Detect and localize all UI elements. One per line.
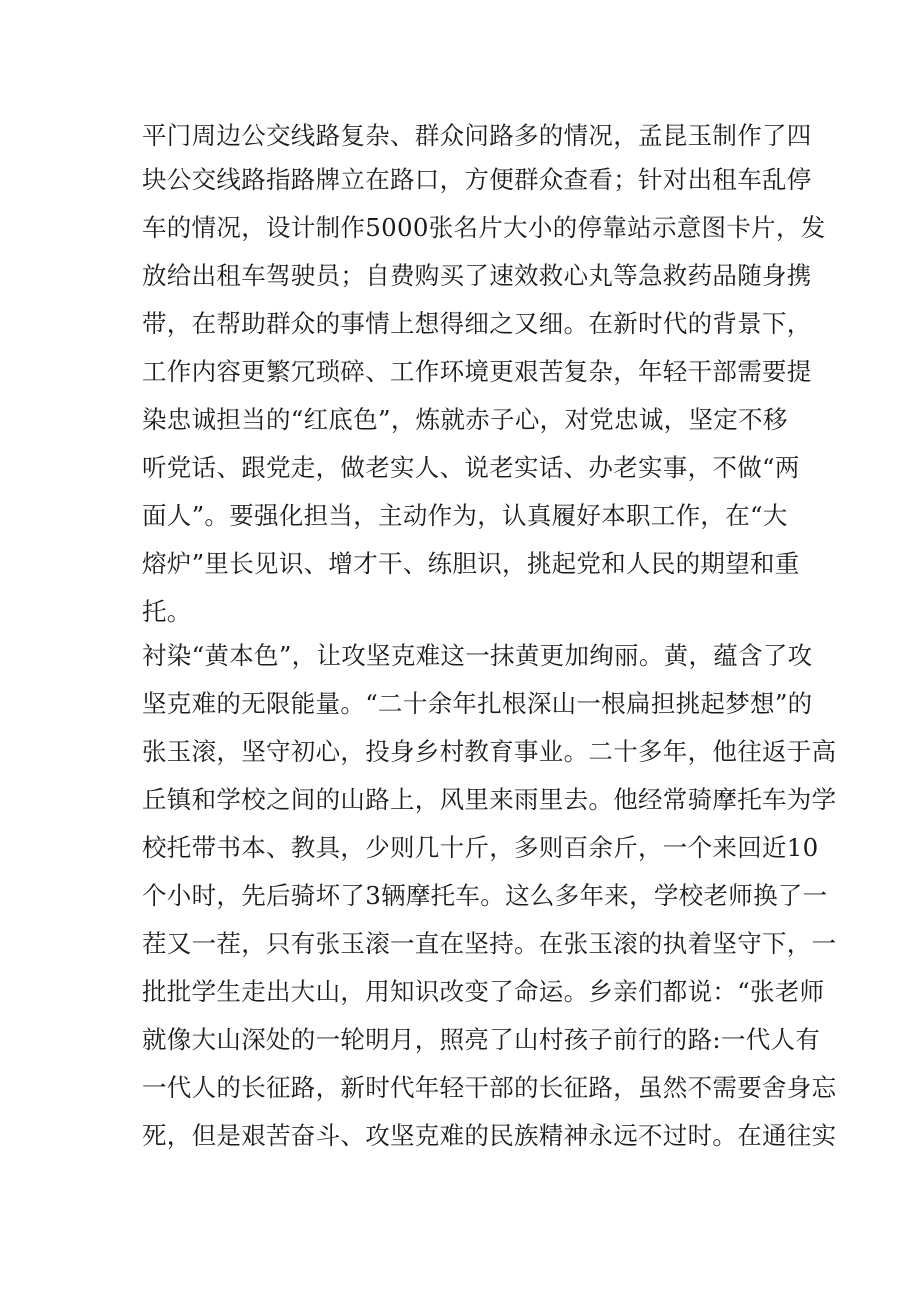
text-line: 茬又一茬，只有张玉滚一直在坚持。在张玉滚的执着坚守下，一	[142, 929, 837, 958]
text-line: 托。	[142, 597, 192, 626]
text-line: 丘镇和学校之间的山路上，风里来雨里去。他经常骑摩托车为学	[142, 785, 837, 814]
text-line: 块公交线路指路牌立在路口，方便群众查看；针对出租车乱停	[142, 165, 812, 194]
text-line: 个小时，先后骑坏了3辆摩托车。这么多年来，学校老师换了一	[142, 881, 828, 910]
text-line: 张玉滚，坚守初心，投身乡村教育事业。二十多年，他往返于高	[142, 737, 837, 766]
text-line: 放给出租车驾驶员；自费购买了速效救心丸等急救药品随身携	[142, 261, 812, 290]
text-line: 熔炉”里长见识、增才干、练胆识，挑起党和人民的期望和重	[142, 549, 800, 578]
text-line: 就像大山深处的一轮明月，照亮了山村孩子前行的路:一代人有	[142, 1025, 821, 1054]
text-line: 校托带书本、教具，少则几十斤，多则百余斤，一个来回近10	[142, 833, 819, 862]
text-line: 衬染“黄本色”，让攻坚克难这一抹黄更加绚丽。黄，蕴含了攻	[142, 641, 813, 670]
text-line: 批批学生走出大山，用知识改变了命运。乡亲们都说：“张老师	[142, 977, 825, 1006]
text-line: 车的情况，设计制作5000张名片大小的停靠站示意图卡片，发	[142, 213, 826, 242]
text-line: 坚克难的无限能量。“二十余年扎根深山一根扁担挑起梦想”的	[142, 689, 813, 718]
text-line: 死，但是艰苦奋斗、攻坚克难的民族精神永远不过时。在通往实	[142, 1121, 837, 1150]
text-line: 听党话、跟党走，做老实人、说老实话、办老实事，不做“两	[142, 453, 800, 482]
text-line: 一代人的长征路，新时代年轻干部的长征路，虽然不需要舍身忘	[142, 1073, 837, 1102]
text-line: 工作内容更繁冗琐碎、工作环境更艰苦复杂，年轻干部需要提	[142, 357, 812, 386]
text-line: 平门周边公交线路复杂、群众问路多的情况，孟昆玉制作了四	[142, 121, 812, 150]
text-line: 面人”。要强化担当，主动作为，认真履好本职工作，在“大	[142, 501, 788, 530]
text-line: 染忠诚担当的“红底色”，炼就赤子心，对党忠诚，坚定不移	[142, 405, 788, 434]
text-line: 带，在帮助群众的事情上想得细之又细。在新时代的背景下，	[142, 309, 812, 338]
